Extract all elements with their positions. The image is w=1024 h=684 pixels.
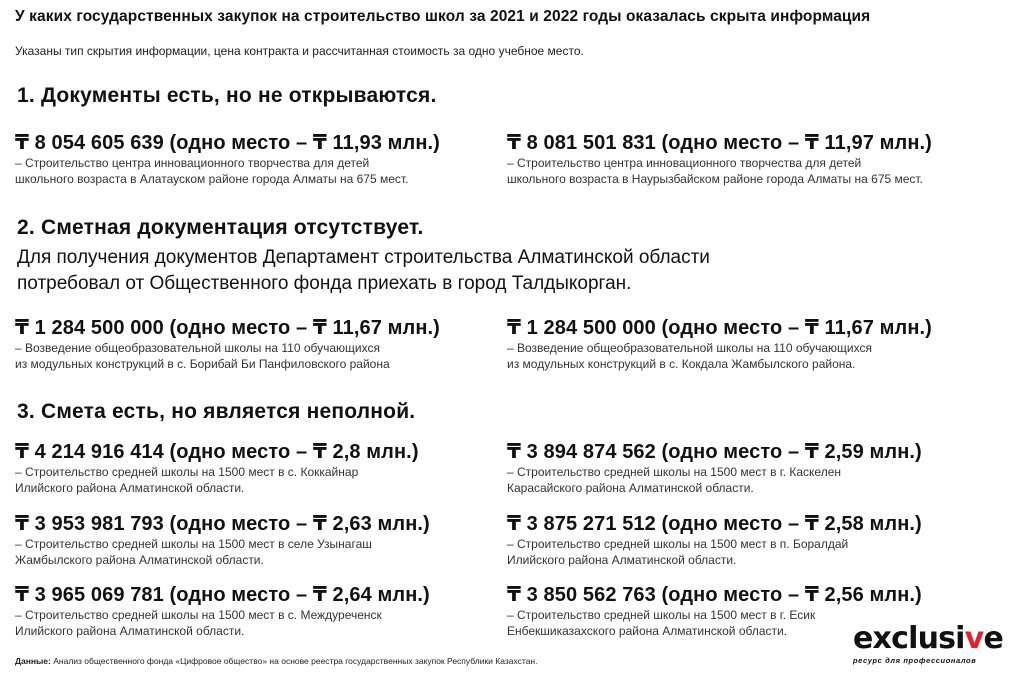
list-item xyxy=(507,316,987,372)
brand-logo xyxy=(853,621,1003,670)
section-note: Для получения документов Департамент строительства Алматинской области потребовал от Общественного фонда приехать в город Талдыкорган. xyxy=(17,247,710,294)
page-subtitle: Указаны тип скрытия информации, цена контракта и рассчитанная стоимость за одно учебное место. xyxy=(15,44,584,58)
contract-price: ₸ 8 054 605 639 (одно место – ₸ 11,93 млн.) xyxy=(15,132,440,154)
list-item xyxy=(15,583,495,639)
contract-description: – Возведение общеобразовательной школы на 110 обучающихся из модульных конструкций в с. Кокдала Жамбылского района. xyxy=(507,341,872,371)
contract-description: – Строительство средней школы на 1500 мест в г. Есик Енбекшиказахского района Алматинской области. xyxy=(507,608,816,638)
list-item xyxy=(507,440,987,496)
contract-description: – Строительство средней школы на 1500 мест в с. Коккайнар Илийского района Алматинской области. xyxy=(15,465,359,495)
logo-accent-letter: v xyxy=(964,621,984,656)
logo-wordmark: exclusive xyxy=(853,621,1003,656)
contract-price: ₸ 3 875 271 512 (одно место – ₸ 2,58 млн.) xyxy=(507,513,922,535)
list-item xyxy=(507,512,987,568)
source-text: Анализ общественного фонда «Цифровое общество» на основе реестра государственных закупок Республики Казахстан. xyxy=(50,656,538,666)
list-item xyxy=(15,316,495,372)
section-heading-1: 1. Документы есть, но не открываются. xyxy=(17,84,437,107)
list-item xyxy=(15,512,495,568)
data-source-note xyxy=(15,656,537,666)
contract-price: ₸ 4 214 916 414 (одно место – ₸ 2,8 млн.) xyxy=(15,441,419,463)
list-item xyxy=(15,131,495,187)
contract-price: ₸ 1 284 500 000 (одно место – ₸ 11,67 млн.) xyxy=(507,317,932,339)
contract-description: – Строительство средней школы на 1500 мест в селе Узынагаш Жамбылского района Алматинской области. xyxy=(15,537,372,567)
contract-price: ₸ 3 850 562 763 (одно место – ₸ 2,56 млн.) xyxy=(507,584,922,606)
section-heading-3: 3. Смета есть, но является неполной. xyxy=(17,400,416,423)
list-item xyxy=(15,440,495,496)
contract-price: ₸ 1 284 500 000 (одно место – ₸ 11,67 млн.) xyxy=(15,317,440,339)
contract-price: ₸ 3 953 981 793 (одно место – ₸ 2,63 млн.) xyxy=(15,513,430,535)
contract-description: – Строительство центра инновационного творчества для детей школьного возраста в Алатауском районе города Алматы на 675 мест. xyxy=(15,156,409,186)
source-label: Данные: xyxy=(15,656,51,666)
page-title: У каких государственных закупок на строительство школ за 2021 и 2022 годы оказалась скрыта информация xyxy=(15,8,871,25)
contract-description: – Строительство центра инновационного творчества для детей школьного возраста в Наурызбайском районе города Алматы на 675 мест. xyxy=(507,156,923,186)
contract-description: – Строительство средней школы на 1500 мест в п. Боралдай Илийского района Алматинской области. xyxy=(507,537,849,567)
contract-price: ₸ 8 081 501 831 (одно место – ₸ 11,97 млн.) xyxy=(507,132,932,154)
section-heading-2: 2. Сметная документация отсутствует. xyxy=(17,216,424,239)
contract-description: – Строительство средней школы на 1500 мест в г. Каскелен Карасайского района Алматинской области. xyxy=(507,465,841,495)
contract-description: – Строительство средней школы на 1500 мест в с. Междуреченск Илийского района Алматинской области. xyxy=(15,608,382,638)
logo-tagline: ресурс для профессионалов xyxy=(853,656,977,665)
contract-price: ₸ 3 894 874 562 (одно место – ₸ 2,59 млн.) xyxy=(507,441,922,463)
list-item xyxy=(507,131,987,187)
contract-description: – Возведение общеобразовательной школы на 110 обучающихся из модульных конструкций в с. Борибай Би Панфиловского района xyxy=(15,341,390,371)
contract-price: ₸ 3 965 069 781 (одно место – ₸ 2,64 млн.) xyxy=(15,584,430,606)
